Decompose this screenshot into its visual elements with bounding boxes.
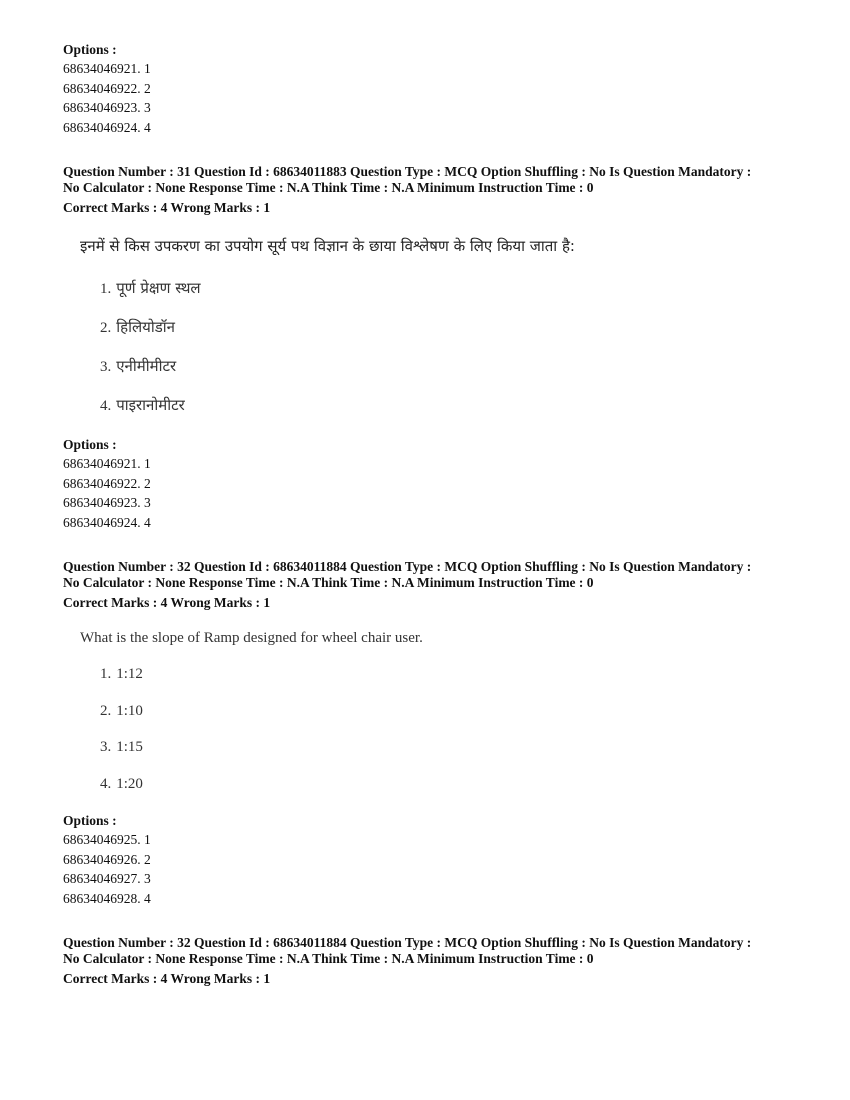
- question-text: इनमें से किस उपकरण का उपयोग सूर्य पथ विज्ञान के छाया विश्लेषण के लिए किया जाता है:: [80, 237, 575, 255]
- question-31-content: [63, 236, 763, 426]
- question-choice: [100, 739, 143, 756]
- options-block-q32: [63, 811, 803, 908]
- choice-number: 3.: [100, 359, 112, 375]
- question-meta-line1: Question Number : 32 Question Id : 68634011884 Question Type : MCQ Option Shuffling : No Is Question Mandatory :: [63, 935, 752, 950]
- question-32-repeat-header: [63, 935, 803, 988]
- option-item: 68634046923. 3: [63, 495, 151, 511]
- option-item: 68634046922. 2: [63, 80, 151, 96]
- option-item: 68634046924. 4: [63, 514, 151, 530]
- option-item: 68634046923. 3: [63, 100, 151, 116]
- question-meta-line1: Question Number : 32 Question Id : 68634011884 Question Type : MCQ Option Shuffling : No Is Question Mandatory :: [63, 559, 752, 574]
- choice-number: 4.: [100, 398, 112, 414]
- question-meta-line2: No Calculator : None Response Time : N.A Think Time : N.A Minimum Instruction Time : 0: [63, 951, 594, 966]
- question-choice: [100, 317, 175, 337]
- question-marks: Correct Marks : 4 Wrong Marks : 1: [63, 200, 271, 215]
- choice-number: 1.: [100, 666, 112, 682]
- options-block-top: [63, 40, 803, 137]
- question-text: What is the slope of Ramp designed for wheel chair user.: [80, 630, 423, 646]
- choice-text: पूर्ण प्रेक्षण स्थल: [116, 279, 201, 297]
- question-choice: [100, 278, 201, 298]
- choice-text: 1:20: [116, 776, 143, 792]
- choice-text: 1:12: [116, 666, 143, 682]
- choice-text: 1:15: [116, 739, 143, 755]
- choice-number: 2.: [100, 703, 112, 719]
- question-choice: [100, 356, 176, 376]
- question-meta-line2: No Calculator : None Response Time : N.A Think Time : N.A Minimum Instruction Time : 0: [63, 575, 594, 590]
- question-31-header: [63, 164, 803, 217]
- option-item: 68634046926. 2: [63, 851, 151, 867]
- question-choice: [100, 776, 143, 793]
- question-meta-line2: No Calculator : None Response Time : N.A Think Time : N.A Minimum Instruction Time : 0: [63, 180, 594, 195]
- options-label: Options :: [63, 42, 117, 57]
- question-choice: [100, 703, 143, 720]
- choice-number: 1.: [100, 281, 112, 297]
- question-32-header: [63, 559, 803, 612]
- option-item: 68634046927. 3: [63, 871, 151, 887]
- choice-text: 1:10: [116, 703, 143, 719]
- choice-number: 3.: [100, 739, 112, 755]
- choice-text: एनीमीमीटर: [116, 357, 177, 375]
- question-choice: [100, 666, 143, 683]
- question-marks: Correct Marks : 4 Wrong Marks : 1: [63, 971, 271, 986]
- option-item: 68634046925. 1: [63, 832, 151, 847]
- option-item: 68634046921. 1: [63, 61, 151, 76]
- question-choice: [100, 395, 185, 415]
- options-label: Options :: [63, 813, 117, 828]
- question-marks: Correct Marks : 4 Wrong Marks : 1: [63, 595, 271, 610]
- choice-text: पाइरानोमीटर: [116, 396, 185, 414]
- question-32-content: [63, 628, 763, 803]
- choice-number: 4.: [100, 776, 112, 792]
- options-label: Options :: [63, 437, 117, 452]
- option-item: 68634046921. 1: [63, 456, 151, 471]
- option-item: 68634046928. 4: [63, 890, 151, 906]
- choice-text: हिलियोडॉन: [116, 318, 175, 336]
- option-item: 68634046924. 4: [63, 119, 151, 135]
- option-item: 68634046922. 2: [63, 475, 151, 491]
- choice-number: 2.: [100, 320, 112, 336]
- options-block-q31: [63, 435, 803, 532]
- question-meta-line1: Question Number : 31 Question Id : 68634011883 Question Type : MCQ Option Shuffling : No Is Question Mandatory :: [63, 164, 752, 179]
